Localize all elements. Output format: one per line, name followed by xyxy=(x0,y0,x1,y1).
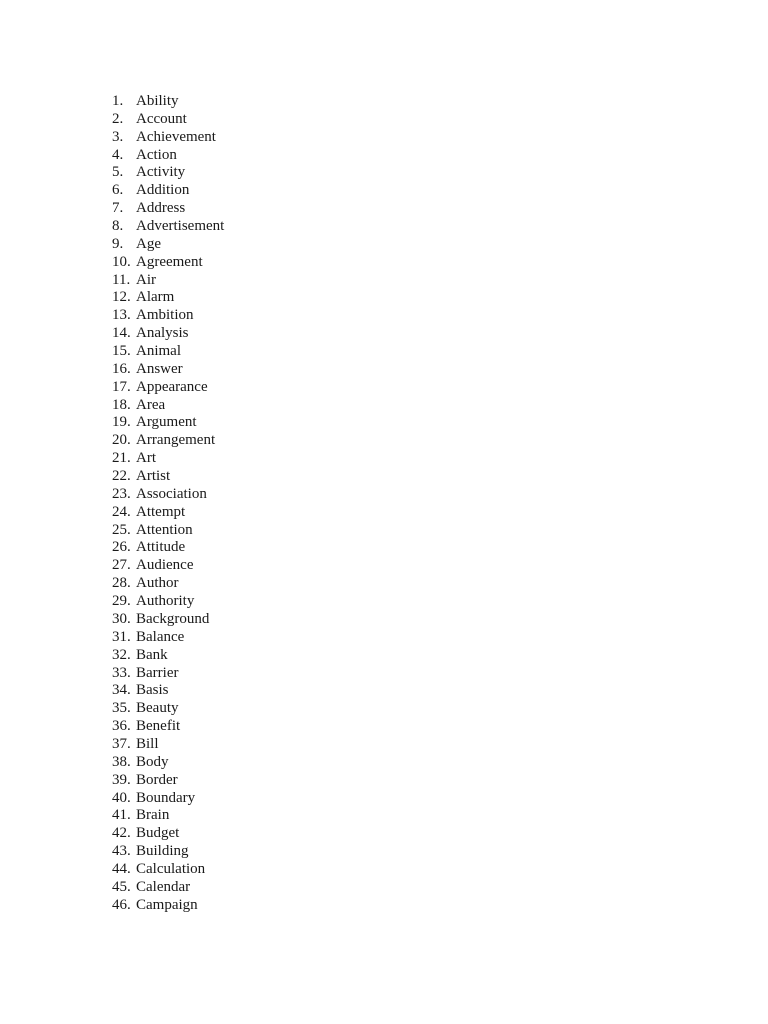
list-item-word: Balance xyxy=(136,628,185,645)
list-item-number: 15. xyxy=(112,343,131,360)
list-item xyxy=(112,665,224,683)
list-item-word: Address xyxy=(136,200,186,217)
list-item-number: 13. xyxy=(112,307,131,324)
list-item xyxy=(112,575,224,593)
list-item-word: Achievement xyxy=(136,128,216,145)
list-item xyxy=(112,539,224,557)
list-item xyxy=(112,700,224,718)
list-item xyxy=(112,129,224,147)
list-item-word: Association xyxy=(136,485,207,502)
list-item-word: Action xyxy=(136,146,177,163)
list-item-number: 4. xyxy=(112,146,124,163)
list-item-word: Attitude xyxy=(136,539,186,556)
list-item-word: Addition xyxy=(136,182,190,199)
list-item-number: 23. xyxy=(112,485,131,502)
list-item-number: 21. xyxy=(112,450,131,467)
list-item-number: 11. xyxy=(112,271,131,288)
list-item xyxy=(112,718,224,736)
list-item-number: 40. xyxy=(112,789,131,806)
list-item xyxy=(112,593,224,611)
list-item xyxy=(112,236,224,254)
list-item-word: Budget xyxy=(136,825,180,842)
list-item-word: Account xyxy=(136,110,187,127)
list-item xyxy=(112,361,224,379)
list-item xyxy=(112,897,224,915)
list-item-number: 41. xyxy=(112,807,131,824)
list-item-word: Building xyxy=(136,843,189,860)
list-item-word: Background xyxy=(136,610,210,627)
list-item xyxy=(112,468,224,486)
list-item-word: Arrangement xyxy=(136,432,216,449)
list-item-number: 32. xyxy=(112,646,131,663)
list-item-number: 31. xyxy=(112,628,131,645)
list-item xyxy=(112,879,224,897)
list-item-word: Barrier xyxy=(136,664,179,681)
list-item-word: Campaign xyxy=(136,896,198,913)
list-item-word: Art xyxy=(136,450,156,467)
list-item-number: 18. xyxy=(112,396,131,413)
list-item-number: 44. xyxy=(112,860,131,877)
list-item-word: Activity xyxy=(136,164,186,181)
list-item-number: 20. xyxy=(112,432,131,449)
list-item xyxy=(112,557,224,575)
list-item xyxy=(112,164,224,182)
list-item xyxy=(112,843,224,861)
list-item-word: Body xyxy=(136,753,169,770)
list-item xyxy=(112,754,224,772)
list-item-word: Basis xyxy=(136,682,169,699)
list-item-word: Appearance xyxy=(136,378,208,395)
list-item-number: 36. xyxy=(112,718,131,735)
list-item-number: 29. xyxy=(112,593,131,610)
list-item-word: Benefit xyxy=(136,718,181,735)
list-item xyxy=(112,289,224,307)
list-item xyxy=(112,182,224,200)
list-item xyxy=(112,629,224,647)
list-item xyxy=(112,647,224,665)
list-item-number: 8. xyxy=(112,218,124,235)
list-item-number: 33. xyxy=(112,664,131,681)
list-item xyxy=(112,379,224,397)
list-item-number: 38. xyxy=(112,753,131,770)
list-item xyxy=(112,111,224,129)
list-item xyxy=(112,343,224,361)
list-item-word: Alarm xyxy=(136,289,175,306)
list-item-word: Area xyxy=(136,396,166,413)
list-item-number: 9. xyxy=(112,235,124,252)
list-item-word: Brain xyxy=(136,807,170,824)
list-item-word: Analysis xyxy=(136,325,189,342)
list-item-number: 5. xyxy=(112,164,124,181)
list-item-number: 19. xyxy=(112,414,131,431)
list-item-number: 42. xyxy=(112,825,131,842)
list-item-number: 27. xyxy=(112,557,131,574)
list-item xyxy=(112,93,224,111)
list-item xyxy=(112,772,224,790)
list-item xyxy=(112,450,224,468)
list-item-number: 22. xyxy=(112,468,131,485)
list-item xyxy=(112,414,224,432)
list-item xyxy=(112,254,224,272)
list-item xyxy=(112,272,224,290)
list-item-word: Beauty xyxy=(136,700,179,717)
list-item xyxy=(112,486,224,504)
list-item-number: 2. xyxy=(112,110,124,127)
list-item-number: 1. xyxy=(112,93,124,109)
list-item xyxy=(112,200,224,218)
list-item-word: Calculation xyxy=(136,860,206,877)
list-item-number: 37. xyxy=(112,735,131,752)
list-item xyxy=(112,147,224,165)
list-item xyxy=(112,861,224,879)
list-item-word: Argument xyxy=(136,414,197,431)
list-item-number: 12. xyxy=(112,289,131,306)
list-item-word: Animal xyxy=(136,343,181,360)
list-item-number: 7. xyxy=(112,200,124,217)
list-item-word: Audience xyxy=(136,557,194,574)
list-item xyxy=(112,504,224,522)
list-item-number: 24. xyxy=(112,503,131,520)
list-item xyxy=(112,807,224,825)
list-item-number: 16. xyxy=(112,360,131,377)
list-item-word: Answer xyxy=(136,360,183,377)
list-item-number: 46. xyxy=(112,896,131,913)
list-item-number: 25. xyxy=(112,521,131,538)
list-item-word: Attention xyxy=(136,521,193,538)
list-item-word: Ambition xyxy=(136,307,194,324)
list-item-word: Boundary xyxy=(136,789,196,806)
list-item-number: 30. xyxy=(112,610,131,627)
list-item xyxy=(112,325,224,343)
list-item xyxy=(112,611,224,629)
list-item xyxy=(112,432,224,450)
list-item-number: 34. xyxy=(112,682,131,699)
list-item xyxy=(112,218,224,236)
list-item-word: Artist xyxy=(136,468,171,485)
list-item-word: Author xyxy=(136,575,179,592)
list-item-number: 10. xyxy=(112,253,131,270)
list-item-word: Age xyxy=(136,235,161,252)
list-item-number: 28. xyxy=(112,575,131,592)
list-item-number: 35. xyxy=(112,700,131,717)
list-item-word: Advertisement xyxy=(136,218,225,235)
list-item-word: Bank xyxy=(136,646,168,663)
list-item-number: 39. xyxy=(112,771,131,788)
numbered-word-list xyxy=(112,93,224,915)
list-item-word: Authority xyxy=(136,593,195,610)
list-item xyxy=(112,397,224,415)
list-item xyxy=(112,790,224,808)
list-item-number: 43. xyxy=(112,843,131,860)
list-item-word: Ability xyxy=(136,93,179,109)
list-item-word: Agreement xyxy=(136,253,203,270)
list-item-word: Attempt xyxy=(136,503,186,520)
list-item-number: 6. xyxy=(112,182,124,199)
list-item xyxy=(112,736,224,754)
list-item xyxy=(112,682,224,700)
list-item-number: 26. xyxy=(112,539,131,556)
list-item xyxy=(112,825,224,843)
list-item-word: Air xyxy=(136,271,156,288)
list-item-word: Bill xyxy=(136,735,159,752)
list-item xyxy=(112,522,224,540)
list-item-word: Calendar xyxy=(136,878,191,895)
list-item-number: 45. xyxy=(112,878,131,895)
list-item-word: Border xyxy=(136,771,178,788)
list-item-number: 3. xyxy=(112,128,124,145)
list-item-number: 17. xyxy=(112,378,131,395)
list-item xyxy=(112,307,224,325)
list-item-number: 14. xyxy=(112,325,131,342)
